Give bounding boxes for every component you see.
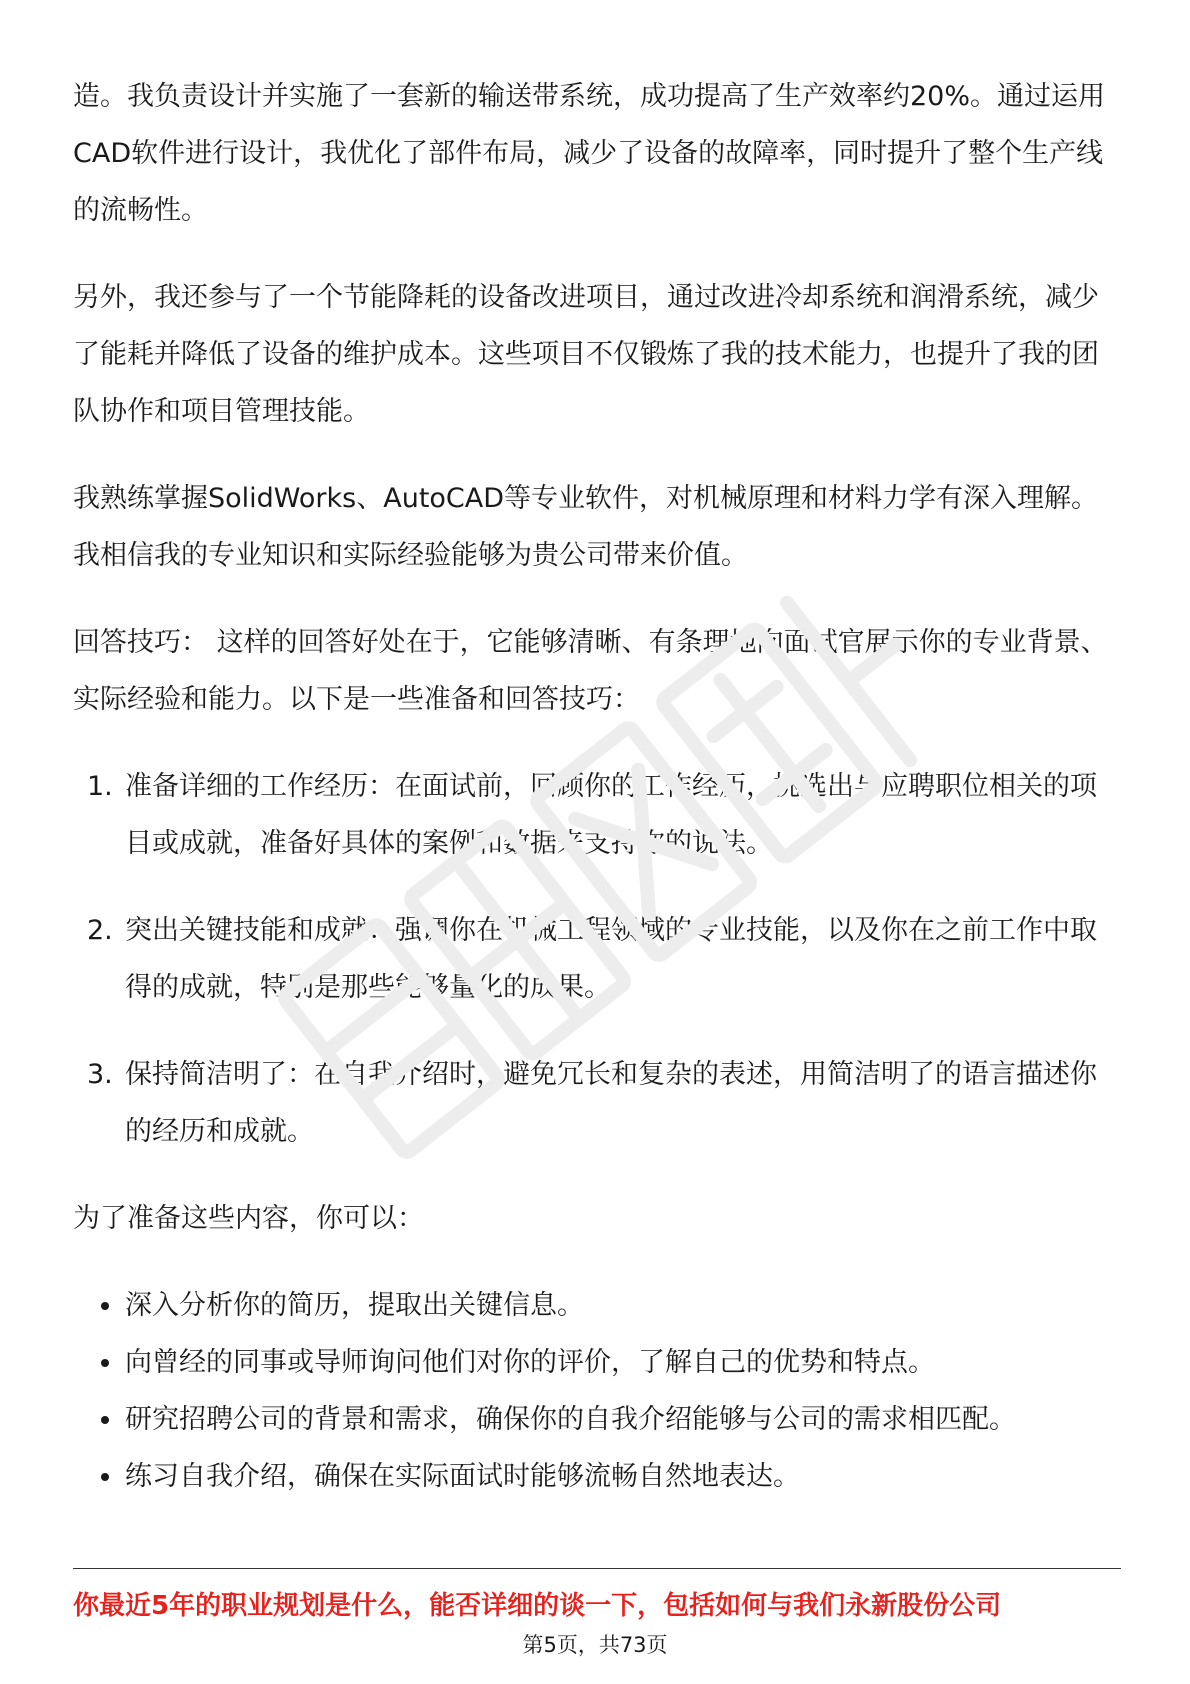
list-item-text: 练习自我介绍，确保在实际面试时能够流畅自然地表达。 bbox=[125, 1461, 800, 1492]
list-item bbox=[73, 1391, 1121, 1448]
footer-question: 你最近5年的职业规划是什么，能否详细的谈一下，包括如何与我们永新股份公司 bbox=[73, 1591, 1002, 1621]
tip-text: 保持简洁明了：在自我介绍时，避免冗长和复杂的表述，用简洁明了的语言描述你的经历和成就。 bbox=[125, 1059, 1097, 1147]
tip-number: 1. bbox=[87, 771, 113, 802]
bullet-icon bbox=[101, 1302, 109, 1310]
prep-intro: 为了准备这些内容，你可以： bbox=[73, 1203, 424, 1234]
bullet-icon bbox=[101, 1359, 109, 1367]
footer-divider bbox=[73, 1568, 1121, 1569]
tips-intro: 回答技巧： 这样的回答好处在于，它能够清晰、有条理地向面试官展示你的专业背景、实际经验和能力。以下是一些准备和回答技巧： bbox=[73, 627, 1108, 715]
list-item-text: 研究招聘公司的背景和需求，确保你的自我介绍能够与公司的需求相匹配。 bbox=[125, 1404, 1016, 1435]
paragraph-2: 另外，我还参与了一个节能降耗的设备改进项目，通过改进冷却系统和润滑系统，减少了能耗并降低了设备的维护成本。这些项目不仅锻炼了我的技术能力，也提升了我的团队协作和项目管理技能。 bbox=[73, 282, 1099, 427]
list-item bbox=[73, 1277, 1121, 1334]
list-item-text: 深入分析你的简历，提取出关键信息。 bbox=[125, 1290, 584, 1321]
paragraph-1: 造。我负责设计并实施了一套新的输送带系统，成功提高了生产效率约20%。通过运用CAD软件进行设计，我优化了部件布局，减少了设备的故障率，同时提升了整个生产线的流畅性。 bbox=[73, 81, 1106, 226]
document-body bbox=[73, 68, 1121, 1505]
tip-text: 准备详细的工作经历：在面试前，回顾你的工作经历，挑选出与应聘职位相关的项目或成就，准备好具体的案例和数据来支持你的说法。 bbox=[125, 771, 1097, 859]
list-item-text: 向曾经的同事或导师询问他们对你的评价，了解自己的优势和特点。 bbox=[125, 1347, 935, 1378]
tip-text: 突出关键技能和成就：强调你在机械工程领域的专业技能，以及你在之前工作中取得的成就，特别是那些能够量化的成果。 bbox=[125, 915, 1097, 1003]
tip-item bbox=[73, 1046, 1121, 1160]
tip-item bbox=[73, 902, 1121, 1016]
bullet-icon bbox=[101, 1473, 109, 1481]
tip-number: 3. bbox=[87, 1059, 113, 1090]
tip-number: 2. bbox=[87, 915, 113, 946]
tip-item bbox=[73, 758, 1121, 872]
paragraph-3: 我熟练掌握SolidWorks、AutoCAD等专业软件，对机械原理和材料力学有深入理解。我相信我的专业知识和实际经验能够为贵公司带来价值。 bbox=[73, 483, 1099, 571]
list-item bbox=[73, 1448, 1121, 1505]
prep-list bbox=[73, 1277, 1121, 1505]
tips-list bbox=[73, 758, 1121, 1160]
bullet-icon bbox=[101, 1416, 109, 1424]
page-number: 第5页，共73页 bbox=[522, 1633, 668, 1657]
list-item bbox=[73, 1334, 1121, 1391]
